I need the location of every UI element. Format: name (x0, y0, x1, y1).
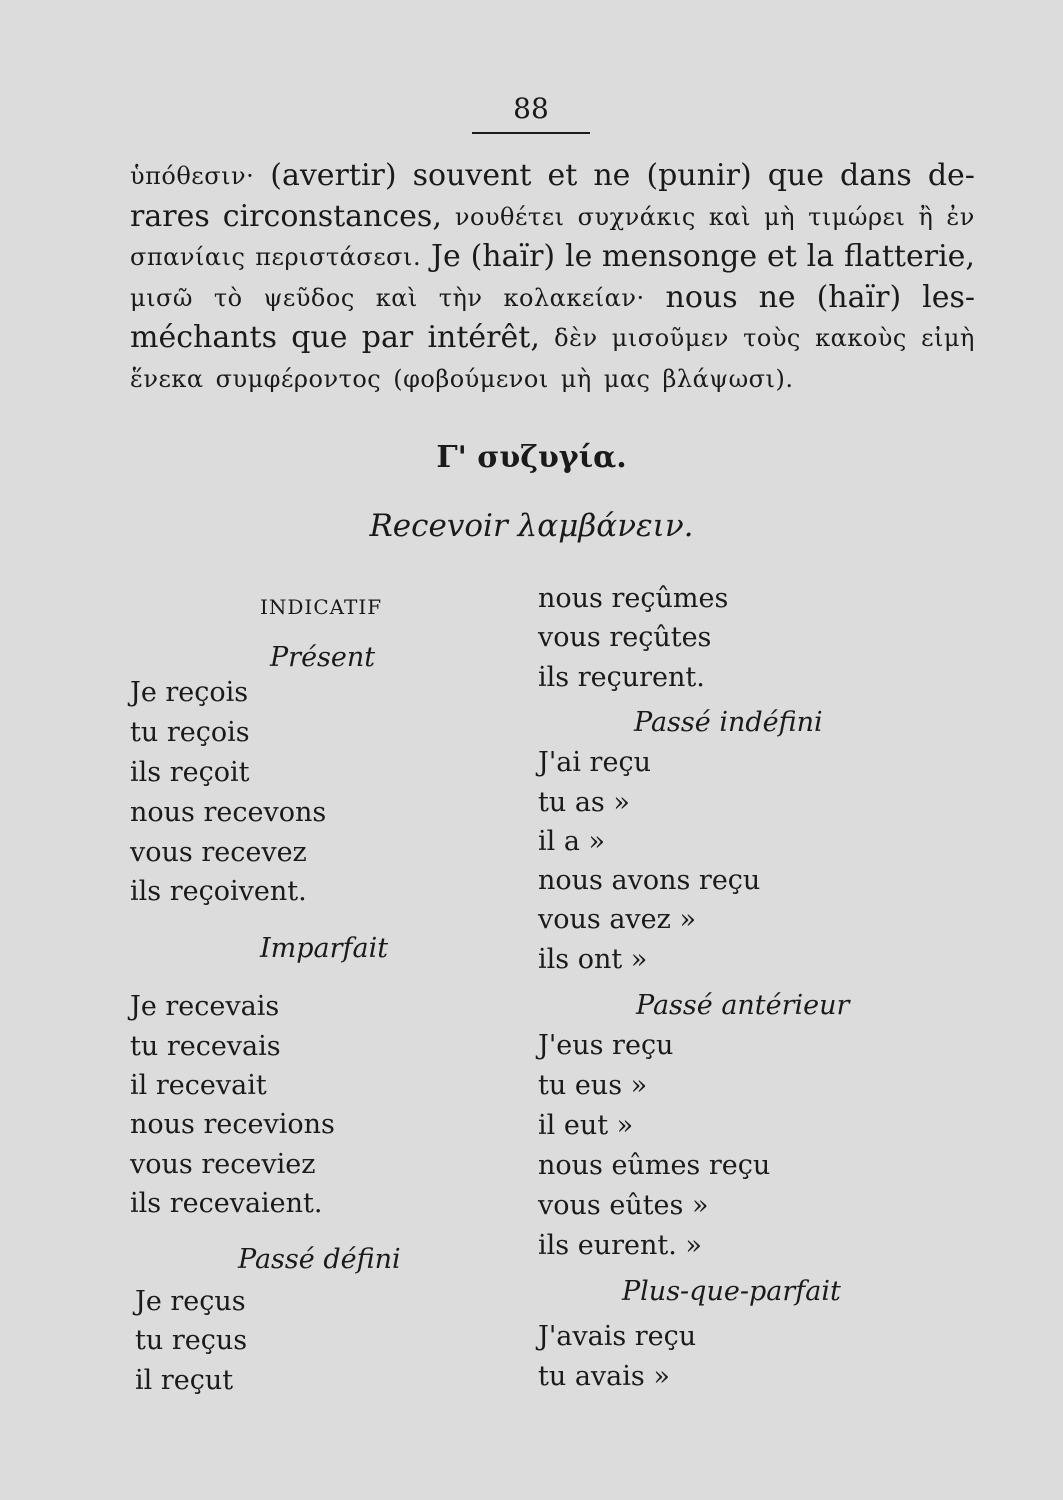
paragraph-word: μισῶ (130, 283, 193, 312)
conjugation-form: ils reçoivent. (130, 876, 307, 907)
paragraph-word: νουθέτει (454, 202, 565, 231)
paragraph-word: βλάψωσι). (662, 364, 794, 393)
paragraph-word: que (291, 320, 348, 356)
conjugation-form: il recevait (130, 1070, 267, 1101)
paragraph-word: dans (840, 158, 912, 193)
paragraph-word: καὶ (708, 202, 751, 231)
conjugation-form: Je recevais (130, 991, 280, 1022)
paragraph-word: ἢ (918, 202, 934, 231)
conjugation-form: nous avons reçu (538, 865, 761, 896)
paragraph-word: ὑπόθεσιν· (130, 162, 255, 190)
conjugation-form: nous eûmes reçu (538, 1150, 771, 1181)
conjugation-form: il eut » (538, 1110, 634, 1141)
paragraph-word: ἕνεκα (130, 364, 204, 393)
conjugation-form: nous recevions (130, 1109, 335, 1140)
paragraph-word: δὲν (554, 324, 598, 353)
conjugation-form: J'ai reçu (538, 747, 651, 778)
paragraph-line (130, 318, 975, 359)
paragraph-word: méchants (130, 320, 277, 356)
paragraph-word: μὴ (764, 202, 796, 231)
paragraph-word: (punir) (646, 158, 752, 193)
tense-label-passe-anterieur: Passé antérieur (636, 990, 850, 1021)
paragraph-line (130, 197, 975, 238)
paragraph-word: τὴν (438, 283, 483, 312)
paragraph-word: ἐν (946, 202, 975, 231)
paragraph-word: ψεῦδος (263, 283, 355, 312)
tense-label-plus-que-parfait: Plus-que-parfait (622, 1276, 841, 1307)
conjugation-form: ils eurent. » (538, 1230, 702, 1261)
conjugation-form: vous recevez (130, 837, 307, 868)
paragraph-word: μας (603, 364, 651, 393)
conjugation-form: J'avais reçu (538, 1321, 697, 1352)
tense-label-passe-defini: Passé défini (238, 1244, 401, 1275)
paragraph-word: περιστάσεσι. (255, 243, 422, 272)
conjugation-heading: Γ' συζυγία. (436, 440, 627, 475)
paragraph-word: rares (130, 198, 210, 234)
paragraph-word: circonstances, (222, 198, 442, 234)
paragraph-word: (φοβούμενοι (393, 364, 549, 393)
conjugation-form: nous reçûmes (538, 583, 729, 614)
paragraph-word: intérêt, (427, 320, 540, 356)
paragraph-line (130, 359, 975, 400)
paragraph-word: la (806, 239, 835, 275)
paragraph-word: κακοὺς (815, 324, 907, 353)
paragraph-word: μισοῦμεν (611, 324, 729, 353)
page-number: 88 (472, 92, 590, 134)
paragraph-word: (haïr) (816, 279, 902, 315)
paragraph-word: τὸ (213, 283, 243, 312)
conjugation-form: ils recevaient. (130, 1188, 323, 1219)
paragraph-word: les- (922, 279, 975, 315)
tense-label-present: Présent (270, 642, 376, 673)
conjugation-form: J'eus reçu (538, 1030, 674, 1061)
paragraph-word: ne (758, 279, 796, 315)
paragraph-word: nous (665, 279, 738, 315)
paragraph-word: εἰμὴ (921, 324, 975, 353)
paragraph-word: de- (927, 158, 975, 193)
paragraph-line (130, 278, 975, 319)
conjugation-form: vous reçûtes (538, 622, 712, 653)
conjugation-form: ils reçurent. (538, 662, 705, 693)
tense-label-imparfait: Imparfait (260, 933, 389, 964)
paragraph-word: par (361, 320, 414, 356)
paragraph-word: ne (593, 158, 631, 193)
paragraph-word: (haïr) (470, 239, 556, 275)
conjugation-form: tu eus » (538, 1070, 648, 1101)
conjugation-form: vous avez » (538, 904, 696, 935)
conjugation-form: tu reçois (130, 717, 250, 748)
paragraph-line (130, 237, 975, 278)
paragraph-word: συχνάκις (577, 202, 696, 231)
tense-label-passe-indefini: Passé indéfini (634, 707, 823, 738)
paragraph-word: κολακείαν· (503, 283, 645, 312)
conjugation-form: Je reçois (130, 677, 249, 708)
conjugation-form: vous receviez (130, 1149, 316, 1180)
conjugation-form: tu reçus (135, 1325, 248, 1356)
conjugation-form: tu avais » (538, 1361, 670, 1392)
exercise-paragraph (130, 156, 975, 400)
paragraph-line (130, 156, 975, 197)
paragraph-word: Je (430, 239, 461, 275)
conjugation-form: il reçut (135, 1365, 234, 1396)
paragraph-word: que (767, 158, 824, 193)
conjugation-form: Je reçus (135, 1286, 246, 1317)
mode-label: INDICATIF (260, 595, 383, 619)
paragraph-word: flatterie, (843, 239, 975, 275)
paragraph-word: et (766, 239, 797, 275)
paragraph-word: τοὺς (743, 324, 801, 353)
conjugation-form: vous eûtes » (538, 1190, 709, 1221)
paragraph-word: et (547, 158, 578, 193)
conjugation-form: tu as » (538, 787, 630, 818)
paragraph-word: le mensonge (564, 239, 758, 275)
conjugation-form: ils reçoit (130, 757, 250, 788)
paragraph-word: μὴ (560, 364, 592, 393)
paragraph-word: souvent (412, 158, 532, 193)
conjugation-form: ils ont » (538, 944, 648, 975)
paragraph-word: σπανίαις (130, 243, 246, 272)
conjugation-form: tu recevais (130, 1031, 281, 1062)
paragraph-word: (avertir) (270, 158, 397, 193)
conjugation-form: nous recevons (130, 797, 327, 828)
paragraph-word: συμφέροντος (215, 364, 382, 393)
paragraph-word: τιμώρει (808, 202, 906, 231)
verb-title: Recevoir λαμβάνειν. (369, 508, 694, 544)
paragraph-word: καὶ (375, 283, 418, 312)
conjugation-form: il a » (538, 826, 606, 857)
